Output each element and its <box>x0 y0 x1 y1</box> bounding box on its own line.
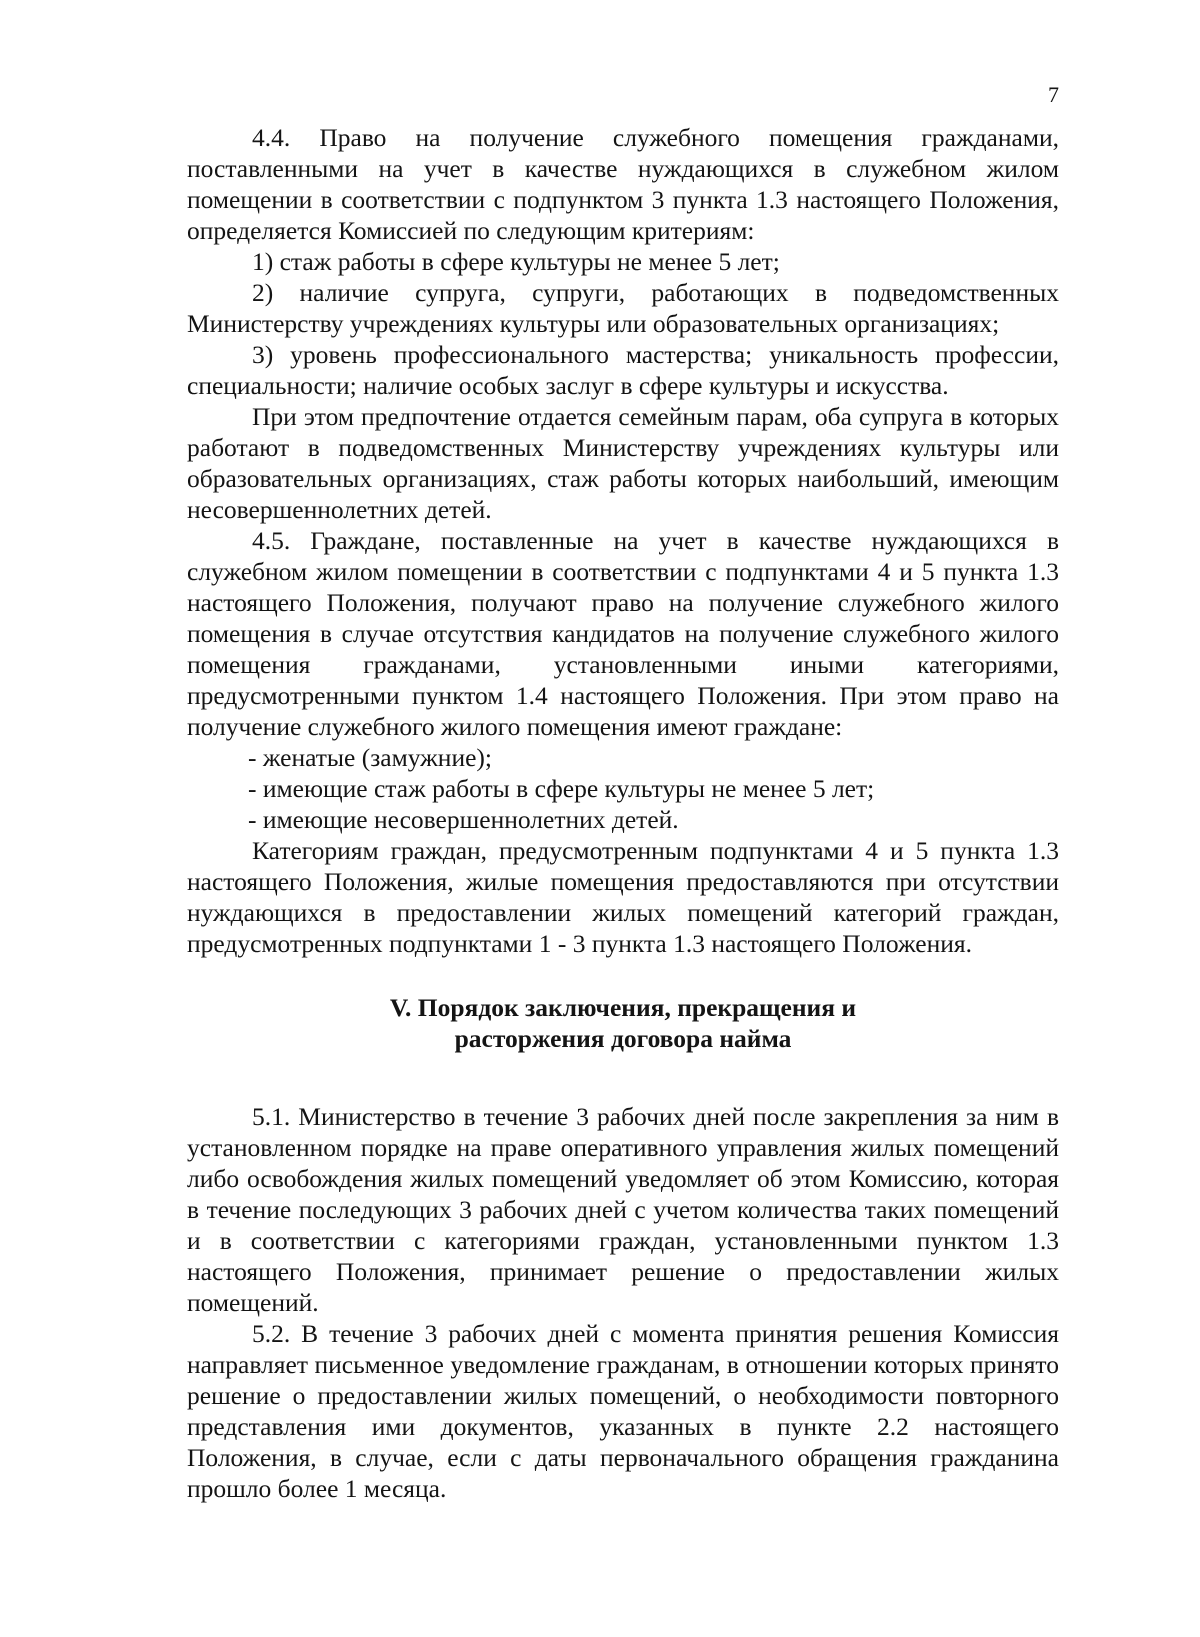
categories-paragraph: Категориям граждан, предусмотренным подпунктами 4 и 5 пункта 1.3 настоящего Положения, жилые помещения предоставляются при отсутствии нуждающихся в предоставлении жилых помещений категорий граждан, предусмотренных подпунктами 1 - 3 пункта 1.3 настоящего Положения. <box>187 836 1059 958</box>
paragraph-5-2: 5.2. В течение 3 рабочих дней с момента принятия решения Комиссия направляет письменное уведомление гражданам, в отношении которых принято решение о предоставлении жилых помещений, о необходимости повторного представления ими документов, указанных в пункте 2.2 настоящего Положения, в случае, если с даты первоначального обращения гражданина прошло более 1 месяца. <box>187 1319 1059 1503</box>
document-body <box>187 122 1059 1504</box>
criterion-3: 3) уровень профессионального мастерства; уникальность профессии, специальности; наличие особых заслуг в сфере культуры и искусства. <box>187 340 1059 400</box>
paragraph-4-5: 4.5. Граждане, поставленные на учет в качестве нуждающихся в служебном жилом помещении в соответствии с подпунктами 4 и 5 пункта 1.3 настоящего Положения, получают право на получение служебного жилого помещения в случае отсутствия кандидатов на получение служебного жилого помещения гражданами, установленными иными категориями, предусмотренными пунктом 1.4 настоящего Положения. При этом право на получение служебного жилого помещения имеют граждане: <box>187 526 1059 741</box>
criterion-2: 2) наличие супруга, супруги, работающих в подведомственных Министерству учреждениях культуры или образовательных организациях; <box>187 278 1059 338</box>
list-item-married: - женатые (замужние); <box>248 743 492 772</box>
paragraph-4-4: 4.4. Право на получение служебного помещения гражданами, поставленными на учет в качестве нуждающихся в служебном жилом помещении в соответствии с подпунктом 3 пункта 1.3 настоящего Положения, определяется Комиссией по следующим критериям: <box>187 123 1059 245</box>
list-item-experience: - имеющие стаж работы в сфере культуры не менее 5 лет; <box>248 774 875 803</box>
list-item-children: - имеющие несовершеннолетних детей. <box>248 805 679 834</box>
criterion-1: 1) стаж работы в сфере культуры не менее 5 лет; <box>252 247 780 276</box>
section-v-title <box>187 992 1059 1054</box>
page-number: 7 <box>1048 82 1059 107</box>
paragraph-5-1: 5.1. Министерство в течение 3 рабочих дней после закрепления за ним в установленном порядке на праве оперативного управления жилых помещений либо освобождения жилых помещений уведомляет об этом Комиссию, которая в течение последующих 3 рабочих дней с учетом количества таких помещений и в соответствии с категориями граждан, установленными пунктом 1.3 настоящего Положения, принимает решение о предоставлении жилых помещений. <box>187 1102 1059 1317</box>
section-v-title-line1: V. Порядок заключения, прекращения и <box>389 993 857 1022</box>
preference-paragraph: При этом предпочтение отдается семейным парам, оба супруга в которых работают в подведомственных Министерству учреждениях культуры или образовательных организациях, стаж работы которых наибольший, имеющим несовершеннолетних детей. <box>187 402 1059 524</box>
section-v-title-line2: расторжения договора найма <box>454 1024 792 1053</box>
